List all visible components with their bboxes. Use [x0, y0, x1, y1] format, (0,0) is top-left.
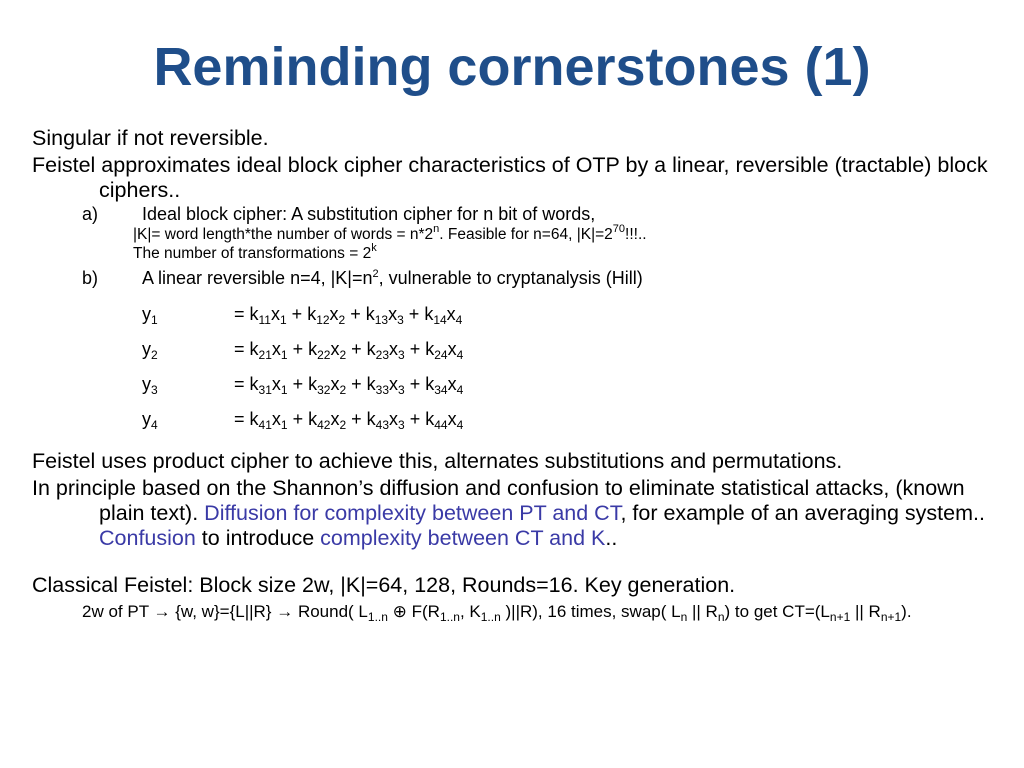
equation-row — [32, 338, 1000, 373]
arrow-icon: → — [153, 602, 171, 621]
equation-row — [32, 303, 1000, 338]
complexity-highlight: complexity between CT and K — [320, 526, 606, 550]
confusion-highlight: Confusion — [99, 526, 196, 550]
equation-lhs: $y_2$ — [142, 339, 158, 362]
equation-rhs: = $k_{21}x_1 + k_{22}x_2 + k_{23}x_3 + k_{24}x_4$ — [234, 339, 464, 362]
item-a-marker: a) — [82, 204, 99, 224]
equation-rhs: = $k_{31}x_1 + k_{32}x_2 + k_{33}x_3 + k_{34}x_4$ — [234, 374, 464, 397]
equation-row — [32, 373, 1000, 408]
equation-rhs: = $k_{11}x_1 + k_{12}x_2 + k_{13}x_3 + k_{14}x_4$ — [234, 304, 463, 327]
equation-lhs: $y_3$ — [142, 374, 158, 397]
diffusion-highlight: Diffusion for complexity between PT and CT — [204, 501, 621, 525]
feistel-round-formula: 2w of PT → {w, w}={L||R} → Round( $L_{1..n}$ ⊕ $F(R_{1..n}$, $K_{1..n}$ )||R), 16 times, swap( $L_n$ || $R_n$) to get $CT=(L_{n+1}$ || $R_{n+1}$). — [82, 602, 912, 624]
bullet-classical-feistel: Classical Feistel: Block size 2w, |K|=64, 128, Rounds=16. Key generation. — [32, 573, 736, 597]
bullet-feistel-approximates: Feistel approximates ideal block cipher characteristics of OTP by a linear, reversible (tractable) block ciphers.. — [32, 153, 988, 202]
bullet-product-cipher: Feistel uses product cipher to achieve this, alternates substitutions and permutations. — [32, 449, 843, 473]
slide-title: Reminding cornerstones (1) — [153, 37, 871, 97]
item-b — [32, 267, 1000, 289]
item-a-text: Ideal block cipher: A substitution cipher for n bit of words, — [142, 204, 596, 224]
bullet-shannon: In principle based on the Shannon’s diffusion and confusion to eliminate statistical attacks, (known plain text). Diffusion for complexity between PT and CT, for example of an averaging system.. Confusion to introduce complexity between CT and K.. — [32, 476, 985, 550]
keyspace-line: |K|= word length*the number of words = $n*2^n$. Feasible for n=64, $|K|=2^{70}$!!!.. — [133, 223, 647, 243]
equation-lhs: $y_1$ — [142, 304, 158, 327]
xor-icon: ⊕ — [392, 602, 407, 621]
equation-rhs: = $k_{41}x_1 + k_{42}x_2 + k_{43}x_3 + k_{44}x_4$ — [234, 409, 464, 432]
transformations-line: The number of transformations = $2^k$ — [133, 242, 377, 262]
slide-body — [32, 126, 1000, 622]
equation-system — [32, 303, 1000, 443]
equation-lhs: $y_4$ — [142, 409, 158, 432]
item-b-text: A linear reversible n=4, $|K|=n^2$, vulnerable to cryptanalysis (Hill) — [142, 268, 643, 288]
item-a — [32, 203, 1000, 225]
arrow-icon: → — [276, 602, 294, 621]
item-b-marker: b) — [82, 268, 99, 288]
equation-row — [32, 408, 1000, 443]
bullet-singular: Singular if not reversible. — [32, 126, 269, 150]
